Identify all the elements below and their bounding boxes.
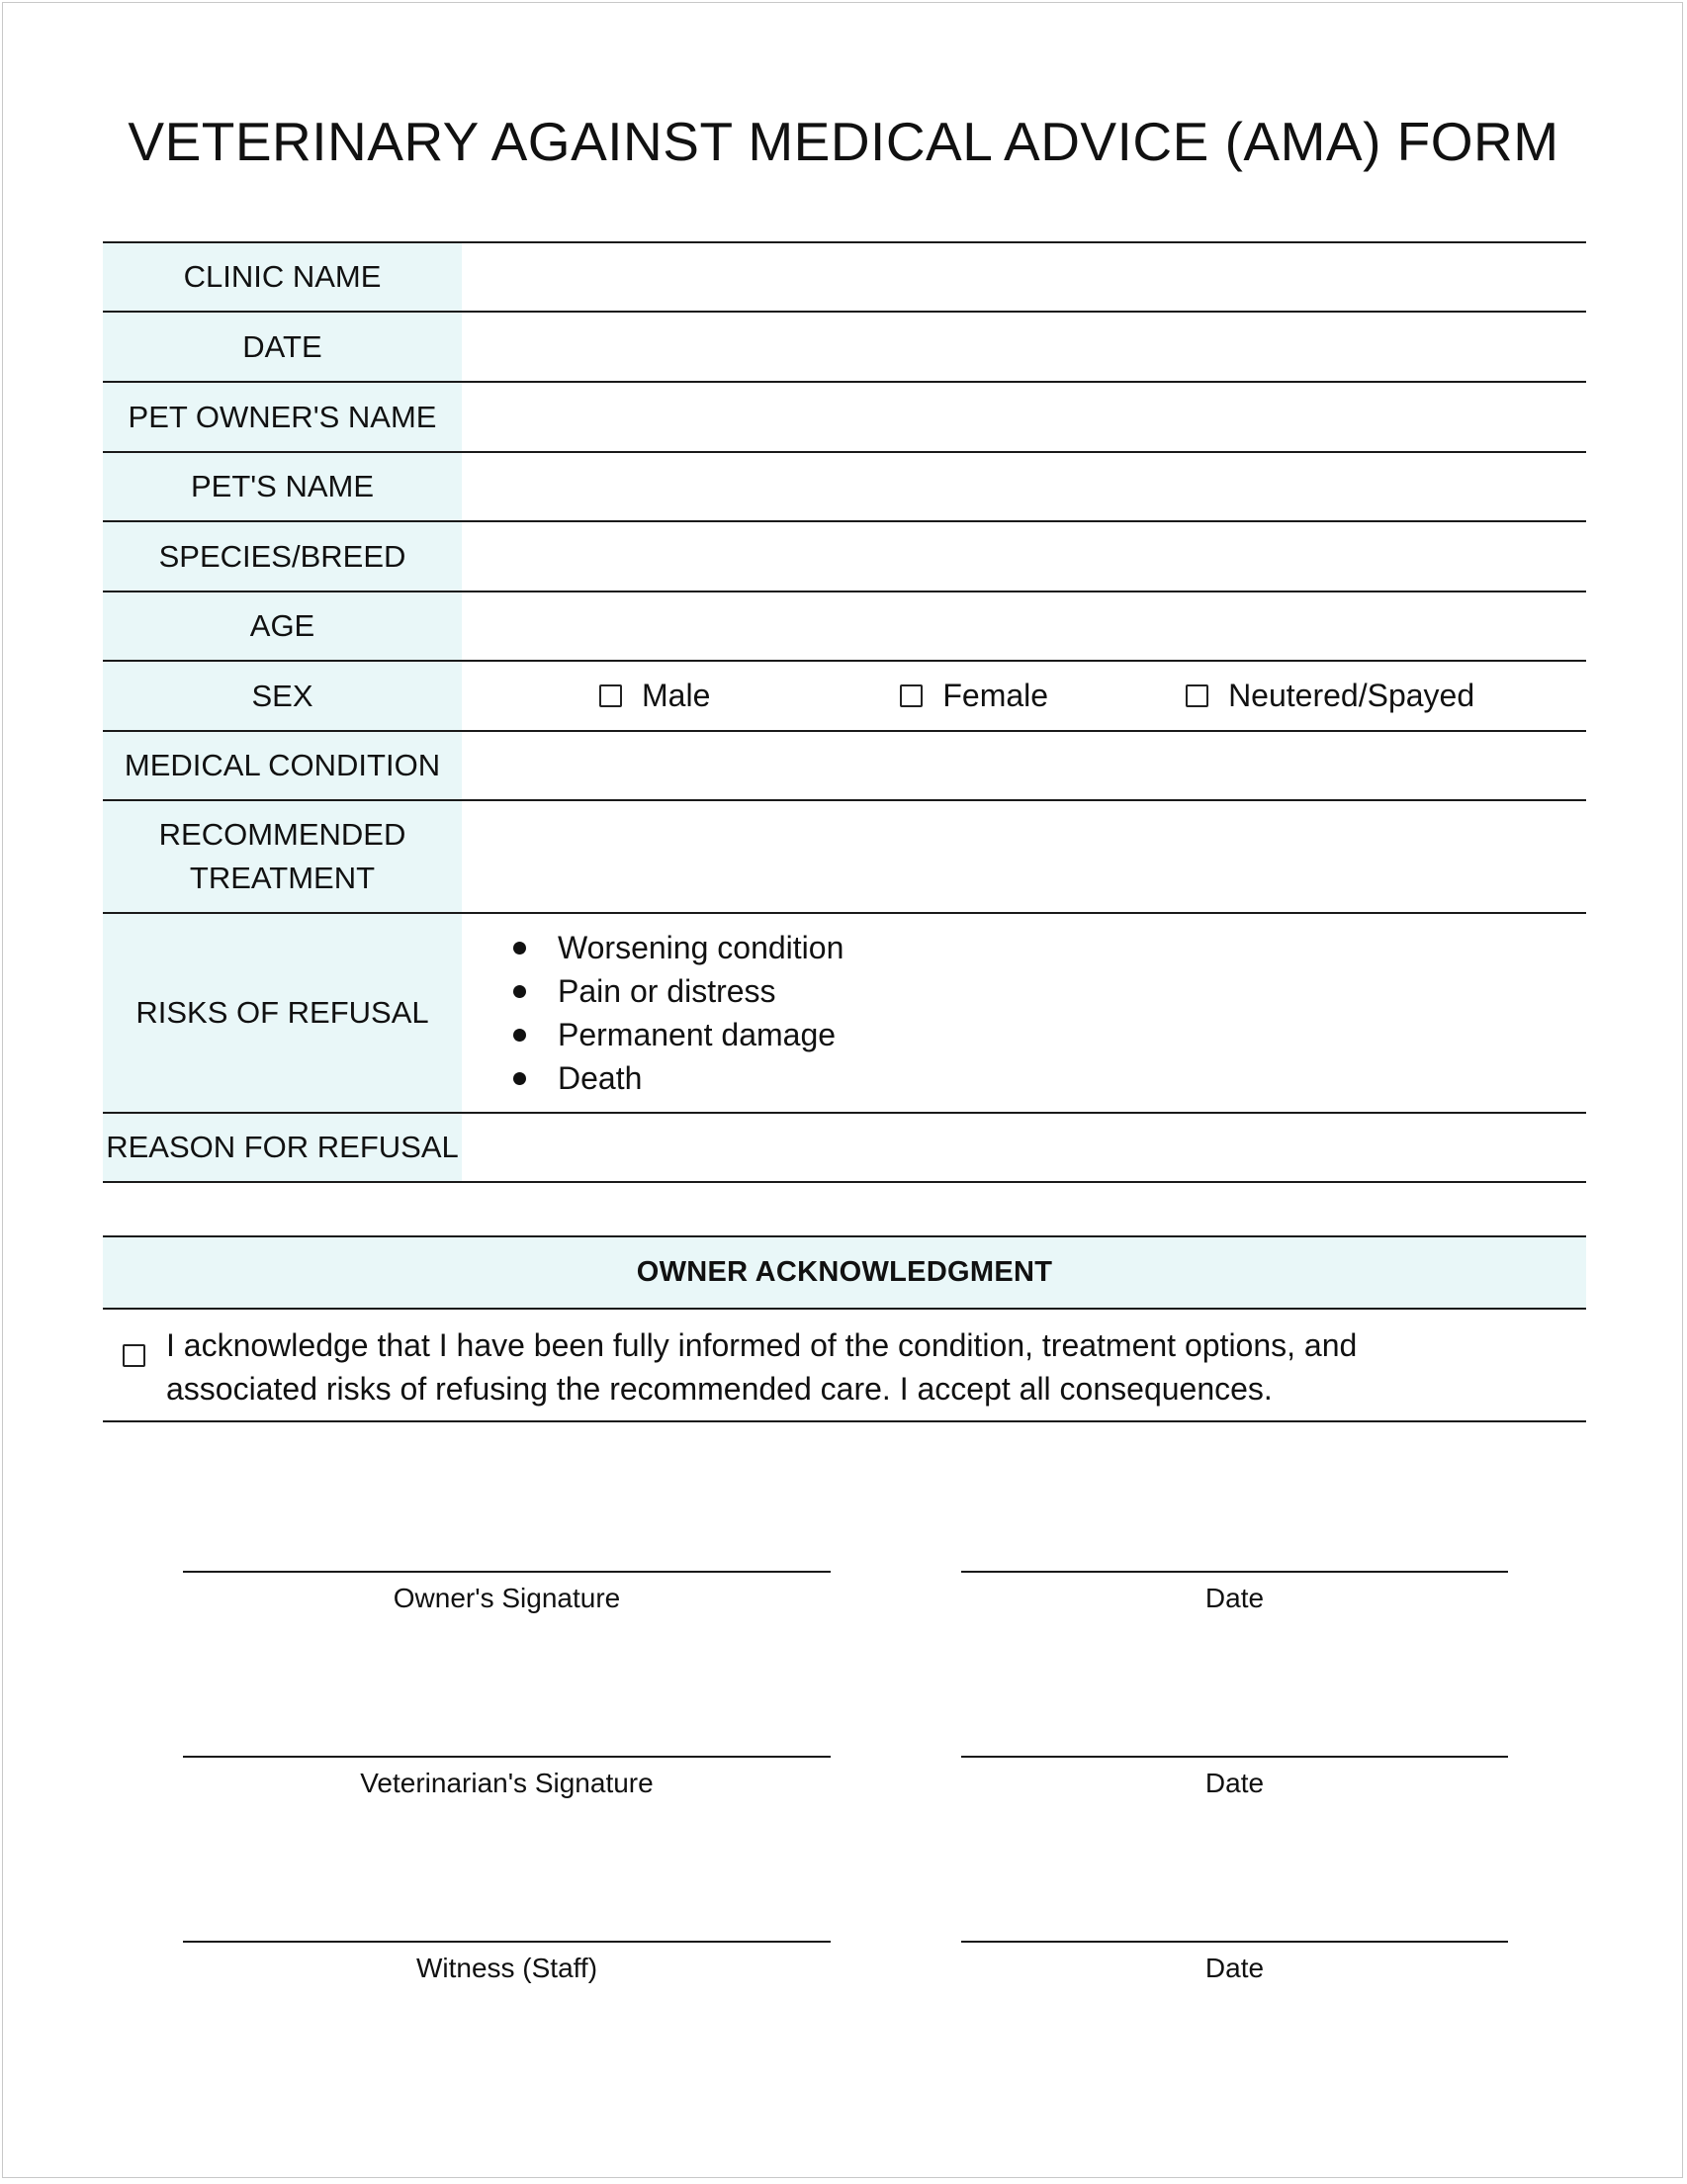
owner-name-label: PET OWNER'S NAME <box>103 382 462 452</box>
row-risks-of-refusal <box>103 913 1586 1113</box>
risks-of-refusal-list-cell <box>462 913 1586 1113</box>
owner-date-block[interactable] <box>961 1571 1508 1614</box>
neutered-spayed-checkbox[interactable] <box>1186 684 1208 707</box>
recommended-treatment-label <box>103 800 462 913</box>
owner-signature-label: Owner's Signature <box>393 1583 621 1613</box>
date-field[interactable] <box>462 312 1586 382</box>
risks-of-refusal-label: RISKS OF REFUSAL <box>103 913 462 1113</box>
sex-option-female[interactable] <box>900 678 1048 714</box>
bullet-icon <box>513 1072 526 1085</box>
owner-signature-block[interactable] <box>183 1571 831 1614</box>
witness-date-block[interactable] <box>961 1941 1508 1984</box>
row-owner-name <box>103 382 1586 452</box>
row-reason-for-refusal <box>103 1113 1586 1182</box>
male-checkbox[interactable] <box>599 684 622 707</box>
form-page <box>2 2 1683 2178</box>
list-item <box>513 926 1586 969</box>
age-field[interactable] <box>462 592 1586 661</box>
owner-acknowledgment-section <box>103 1235 1586 1422</box>
acknowledgment-line1: I acknowledge that I have been fully informed of the condition, treatment options, and <box>166 1327 1358 1363</box>
owner-acknowledgment-heading: OWNER ACKNOWLEDGMENT <box>103 1237 1586 1310</box>
bullet-icon <box>513 942 526 955</box>
clinic-name-field[interactable] <box>462 242 1586 312</box>
owner-date-line[interactable] <box>961 1571 1508 1573</box>
risk-item-text: Death <box>558 1059 643 1096</box>
male-label: Male <box>642 678 711 713</box>
date-label: DATE <box>103 312 462 382</box>
owner-name-field[interactable] <box>462 382 1586 452</box>
sex-options <box>462 661 1586 731</box>
row-recommended-treatment <box>103 800 1586 913</box>
clinic-name-label: CLINIC NAME <box>103 242 462 312</box>
pet-name-label: PET'S NAME <box>103 452 462 521</box>
medical-condition-label: MEDICAL CONDITION <box>103 731 462 800</box>
list-item <box>513 1013 1586 1056</box>
row-species-breed <box>103 521 1586 592</box>
risk-item-text: Pain or distress <box>558 972 776 1009</box>
pet-info-table <box>103 241 1586 1183</box>
vet-signature-block[interactable] <box>183 1756 831 1799</box>
row-age <box>103 592 1586 661</box>
reason-for-refusal-field[interactable] <box>462 1113 1586 1182</box>
row-pet-name <box>103 452 1586 521</box>
risk-item-text: Permanent damage <box>558 1016 837 1052</box>
witness-signature-line[interactable] <box>183 1941 831 1943</box>
row-sex <box>103 661 1586 731</box>
reason-for-refusal-label: REASON FOR REFUSAL <box>103 1113 462 1182</box>
bullet-icon <box>513 1029 526 1042</box>
owner-signature-line[interactable] <box>183 1571 831 1573</box>
risks-list <box>462 926 1586 1100</box>
acknowledgment-line2: associated risks of refusing the recommended care. I accept all consequences. <box>166 1371 1273 1407</box>
female-label: Female <box>942 678 1049 713</box>
recommended-treatment-label-line2: TREATMENT <box>189 861 376 895</box>
owner-date-label: Date <box>1204 1583 1265 1613</box>
vet-signature-line[interactable] <box>183 1756 831 1758</box>
vet-signature-label: Veterinarian's Signature <box>360 1768 654 1798</box>
sex-label: SEX <box>103 661 462 731</box>
recommended-treatment-field[interactable] <box>462 800 1586 913</box>
form-title: VETERINARY AGAINST MEDICAL ADVICE (AMA) FORM <box>128 111 1559 172</box>
sex-option-neutered-spayed[interactable] <box>1186 678 1474 714</box>
witness-signature-label: Witness (Staff) <box>415 1953 598 1983</box>
bullet-icon <box>513 985 526 998</box>
age-label: AGE <box>103 592 462 661</box>
recommended-treatment-label-line1: RECOMMENDED <box>158 817 406 852</box>
medical-condition-field[interactable] <box>462 731 1586 800</box>
owner-acknowledgment-body <box>103 1310 1586 1422</box>
neutered-spayed-label: Neutered/Spayed <box>1228 678 1475 713</box>
acknowledgment-checkbox[interactable] <box>123 1344 145 1367</box>
female-checkbox[interactable] <box>900 684 923 707</box>
vet-date-block[interactable] <box>961 1756 1508 1799</box>
vet-date-label: Date <box>1204 1768 1265 1798</box>
row-date <box>103 312 1586 382</box>
witness-signature-block[interactable] <box>183 1941 831 1984</box>
sex-option-male[interactable] <box>599 678 710 714</box>
risk-item-text: Worsening condition <box>558 929 844 965</box>
species-breed-label: SPECIES/BREED <box>103 521 462 592</box>
list-item <box>513 969 1586 1013</box>
pet-name-field[interactable] <box>462 452 1586 521</box>
list-item <box>513 1056 1586 1100</box>
acknowledgment-text <box>166 1323 1570 1410</box>
row-medical-condition <box>103 731 1586 800</box>
vet-date-line[interactable] <box>961 1756 1508 1758</box>
witness-date-label: Date <box>1204 1953 1265 1983</box>
witness-date-line[interactable] <box>961 1941 1508 1943</box>
row-clinic-name <box>103 242 1586 312</box>
species-breed-field[interactable] <box>462 521 1586 592</box>
